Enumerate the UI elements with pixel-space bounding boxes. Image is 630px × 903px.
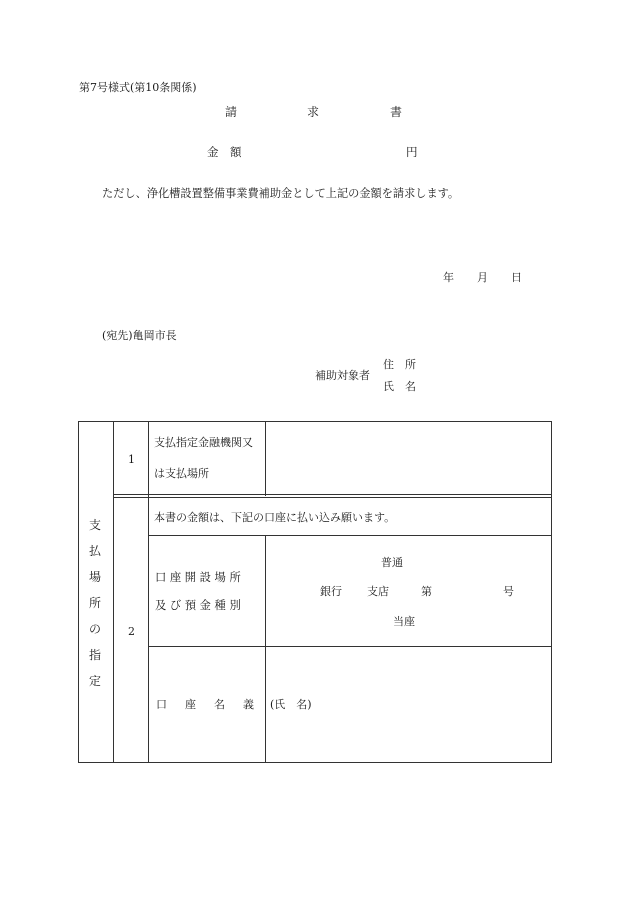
row2-number: 2 <box>128 625 135 638</box>
side-header-char: 場 <box>88 570 101 584</box>
date-day: 日 <box>511 271 522 284</box>
account-number-suffix: 号 <box>503 585 514 598</box>
account-number-prefix: 第 <box>421 585 432 598</box>
date-year: 年 <box>443 271 454 284</box>
side-header-char: 定 <box>88 674 101 688</box>
side-header-char: 指 <box>88 648 101 662</box>
row1-label-line1: 支払指定金融機関又 <box>154 436 253 449</box>
rule-instruction <box>148 535 552 536</box>
side-header-payment-designation <box>85 512 105 694</box>
form-number: 第7号様式(第10条関係) <box>79 81 197 94</box>
side-header-char: 所 <box>88 596 101 610</box>
claim-statement: ただし、浄化槽設置整備事業費補助金として上記の金額を請求します。 <box>102 187 460 200</box>
row1-label-line2: は支払場所 <box>154 467 209 480</box>
amount-label: 金 額 <box>207 145 242 159</box>
divider-row1-label <box>265 421 266 496</box>
side-header-char: 支 <box>88 518 101 532</box>
amount-unit: 円 <box>406 145 418 159</box>
applicant-address-label: 住 所 <box>383 358 416 371</box>
account-name-label-char: 義 <box>243 698 254 711</box>
account-type-ordinary: 普通 <box>381 556 403 569</box>
divider-number-col <box>148 421 149 763</box>
double-rule-bottom <box>113 497 552 498</box>
applicant-role: 補助対象者 <box>315 369 370 382</box>
applicant-name-label: 氏 名 <box>383 380 416 393</box>
addressee: (宛先)亀岡市長 <box>102 329 177 342</box>
account-type-current: 当座 <box>393 615 415 628</box>
title-char-3: 書 <box>390 105 403 119</box>
double-rule-top <box>113 494 552 495</box>
title-char-2: 求 <box>307 105 320 119</box>
account-name-label-char: 座 <box>185 698 196 711</box>
title-char-1: 請 <box>225 105 238 119</box>
account-location-label-line1: 口 座 開 設 場 所 <box>155 571 241 584</box>
row1-value-cell[interactable] <box>268 424 548 492</box>
bank-suffix: 銀行 <box>320 585 342 598</box>
side-header-char: 払 <box>88 544 101 558</box>
date-month: 月 <box>477 271 488 284</box>
row2-instruction: 本書の金額は、下記の口座に払い込み願います。 <box>154 511 396 524</box>
account-name-value: (氏 名) <box>270 698 312 711</box>
account-name-label-char: 口 <box>156 698 167 711</box>
side-header-char: の <box>88 622 101 636</box>
account-name-label-char: 名 <box>214 698 225 711</box>
divider-side-col <box>113 421 114 763</box>
branch-suffix: 支店 <box>367 585 389 598</box>
row1-number: 1 <box>128 453 135 466</box>
rule-account-location <box>148 646 552 647</box>
account-location-label-line2: 及 び 預 金 種 別 <box>155 599 241 612</box>
divider-row2-label <box>265 535 266 763</box>
